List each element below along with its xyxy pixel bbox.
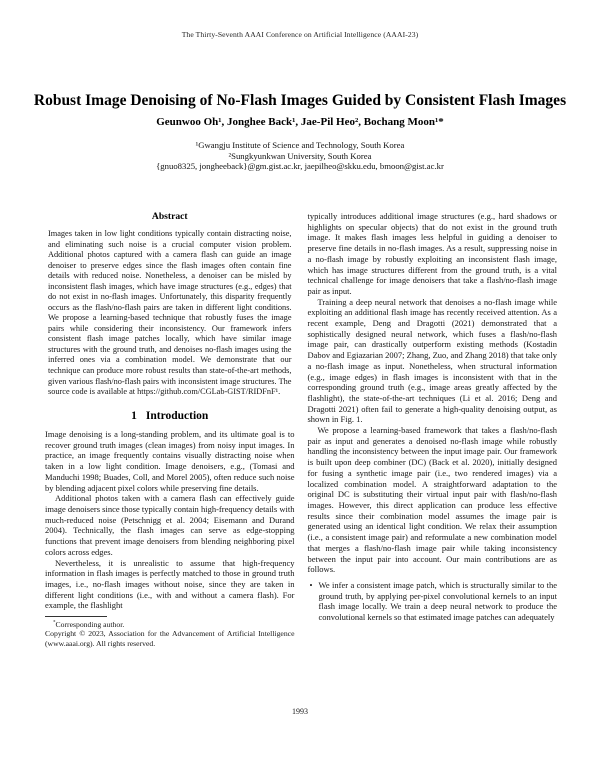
abstract-heading: Abstract [151,211,188,222]
authors-line: Geunwoo Oh¹, Jonghee Back¹, Jae-Pil Heo², Bochang Moon¹* [156,116,444,128]
intro-paragraph-1: Image denoising is a long-standing problem, and its ultimate goal is to recover ground truth images (clean images) from noisy input images. In practice, an image frequently contains visually distracting noise when taken in a low light condition. Image denoisers, e.g., (Tomasi and Manduchi 1998; Buades, Coll, and Morel 2005), often reduce such noise by blending adjacent pixel colors while preserving fine details. [45,429,295,493]
conference-header: The Thirty-Seventh AAAI Conference on Artificial Intelligence (AAAI-23) [181,30,419,39]
affiliation-line-2: ²Sungkyunkwan University, South Korea [228,150,372,161]
abstract-body-text: Images taken in low light conditions typically contain distracting noise, and eliminating such noise is a crucial computer vision problem. Additional photos captured with a camera flash can guide an image denoiser to preserve edges since the flash images often contain fine details with reduced noise. Nonetheless, a denoiser can be misled by inconsistent flash images, which have image structures (e.g., edges) that do not exist in no-flash images. Unfortunately, this disparity frequently occurs as the flash/no-flash pairs are taken in different light conditions. We propose a learning-based technique that robustly fuses the image pairs while considering their inconsistency. Our framework infers consistent flash image patches locally, which have similar image structures with the ground truth, and denoises no-flash images using the inferred ones via a combination model. We demonstrate that our technique can produce more robust results than state-of-the-art methods, given various flash/no-flash pairs with inconsistent image structures. The source code is available at [48,229,292,397]
intro-paragraph-2: Additional photos taken with a camera flash can effectively guide image denoisers since those typically contain high-frequency details with much-reduced noise (Petschnigg et al. 2004; Eisemann and Durand 2004). Technically, the flash images can serve as edge-stopping functions that prevent image denoisers from blending neighboring pixel colors across edges. [45,493,295,557]
affiliation-emails: {gnuo8325, jongheeback}@gm.gist.ac.kr, jaepilheo@skku.edu, bmoon@gist.ac.kr [156,161,444,172]
intro-paragraph-3: Nevertheless, it is unrealistic to assume that high-frequency information in flash images is perfectly matched to those in ground truth images, i.e., no-flash images without noise, since they are taken in different light conditions (i.e., with and without a camera flash). For example, the flashlight [45,557,295,611]
section-label: Introduction [145,409,209,422]
footnote-corresponding-author [45,620,295,630]
footnote-copyright: Copyright © 2023, Association for the Advancement of Artificial Intelligence (www.aaai.org). All rights reserved. [45,629,295,648]
affiliation-line-1: ¹Gwangju Institute of Science and Technology, South Korea [195,140,405,150]
footnote-line1-text: Corresponding author. [55,619,125,629]
right-paragraph-3: We propose a learning-based framework that takes a flash/no-flash pair as input and generates a denoised no-flash image while robustly handling the inconsistency between the input image pair. Our framework is built upon deep combiner (DC) (Back et al. 2020), initially designed for fusing a synthetic image pair (i.e., two rendered images) via a localized combination model. A straightforward adaptation to the original DC is substituting their virtual input pair with flash/no-flash images. However, this direct application can produce less effective results since their combination model assumes the image pair is generated using an identical light condition. We relax their assumption (i.e., a consistent image pair) and reformulate a new combination model that merges a flash/no-flash image pair while taking inconsistency between the input pair into account. Our main contributions are as follows. [307,425,557,575]
footnote-marker: * [53,619,56,625]
left-column [45,211,295,648]
introduction-heading [45,409,295,423]
page-number: 1993 [292,707,308,716]
right-paragraph-1: typically introduces additional image structures (e.g., hard shadows or highlights on specular objects) that do not exist in the ground truth image. It makes flash images less helpful in guiding a denoiser to preserve fine details in no-flash images. As a result, suppressing noise in a no-flash image by robustly exploiting an inconsistent flash image, which has image structures different from the ground truth, is a vital technical challenge for image denoisers that take a flash/no-flash image pair as input. [307,211,557,296]
section-number: 1 [131,409,137,422]
right-paragraph-2: Training a deep neural network that denoises a no-flash image while exploiting an additional flash image has recently received attention. As a recent example, Deng and Dragotti (2021) demonstrated that a sophistically designed neural network, which fuses a flash/no-flash image pair, can drastically outperform existing methods (Kostadin Dabov and Egiazarian 2007; Zhang, Zuo, and Zhang 2018) that take only a no-flash image as input. Nonetheless, when structural information (e.g., image edges) in flash images is inconsistent with that in the corresponding ground truth (e.g., image areas greatly affected by the flashlight), the state-of-the-art techniques (Li et al. 2016; Deng and Dragotti 2021) often fail to generate a high-quality denoising output, as shown in Fig. 1. [307,296,557,425]
two-column-body [45,211,557,648]
abstract-text [45,229,295,398]
paper-title: Robust Image Denoising of No-Flash Images Guided by Consistent Flash Images [33,92,567,109]
contribution-bullet-1: • We infer a consistent image patch, which is structurally similar to the ground truth, by applying per-pixel convolutional kernels to an input flash image locally. We train a deep neural network to produce the convolutional kernels so that estimated image patches can adequately [308,580,558,623]
source-code-link[interactable]: https://github.com/CGLab-GIST/RIDFnF¹. [137,387,281,397]
right-column [308,211,558,648]
affiliations-block [0,140,600,172]
footnote-rule [45,616,107,617]
footnote-block [45,616,295,648]
